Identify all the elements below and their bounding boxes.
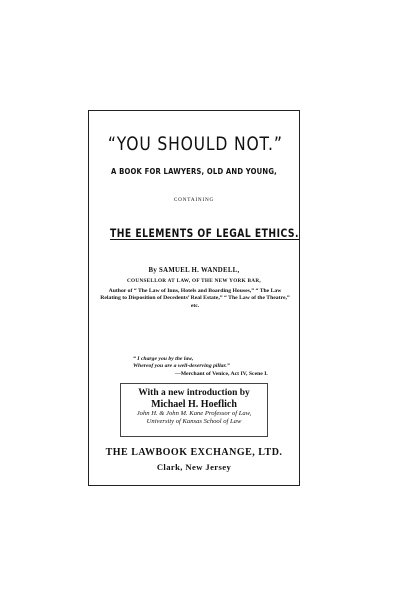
title-page-frame bbox=[88, 110, 300, 486]
epigraph bbox=[133, 356, 293, 378]
containing-label: CONTAINING bbox=[173, 197, 215, 203]
introduction-title-1: John H. & John M. Kane Professor of Law, bbox=[136, 410, 252, 417]
introduction-author: Michael H. Hoeflich bbox=[151, 399, 237, 410]
publisher-location: Clark, New Jersey bbox=[156, 462, 232, 472]
book-title: “YOU SHOULD NOT.” bbox=[107, 133, 283, 155]
author-line: By SAMUEL H. WANDELL, bbox=[148, 267, 240, 274]
main-subject: THE ELEMENTS OF LEGAL ETHICS. bbox=[110, 226, 299, 240]
publisher-name: THE LAWBOOK EXCHANGE, LTD. bbox=[105, 447, 283, 458]
author-credential: COUNSELLOR AT LAW, OF THE NEW YORK BAR, bbox=[127, 278, 261, 284]
epigraph-line-1: “ I charge you by the law, bbox=[133, 356, 194, 362]
author-other-works: Author of “ The Law of Inns, Hotels and Boarding Houses,” “ The Law Relating to Disposition of Decedents’ Real Estate,” “ The Law of the Theatre,” etc. bbox=[100, 288, 290, 309]
introduction-heading: With a new introduction by bbox=[138, 388, 250, 398]
epigraph-source: —Merchant of Venice, Act IV, Scene I. bbox=[175, 370, 268, 377]
epigraph-line-2: Whereof you are a well-deserving pillar.” bbox=[133, 363, 230, 370]
book-subtitle: A BOOK FOR LAWYERS, OLD AND YOUNG, bbox=[111, 167, 277, 176]
introduction-title-2: University of Kansas School of Law bbox=[146, 418, 242, 425]
introduction-box bbox=[120, 383, 268, 437]
